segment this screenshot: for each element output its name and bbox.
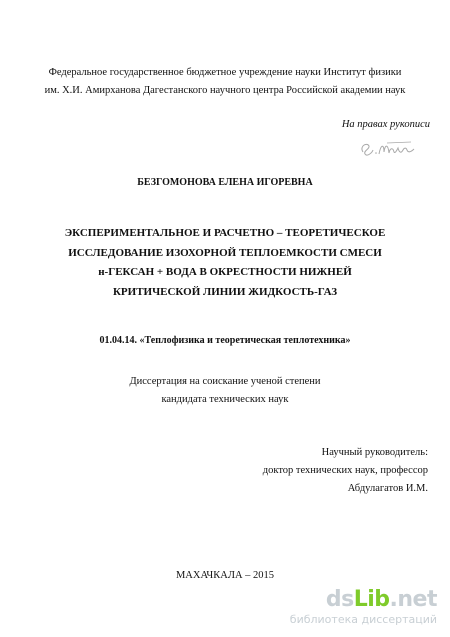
signature-icon [357,138,417,160]
supervisor-label: Научный руководитель: [321,447,428,458]
degree-line-2: кандидата технических наук [161,394,289,405]
supervisor-rank: доктор технических наук, профессор [262,465,428,476]
degree-block [0,373,450,409]
supervisor-block [263,444,428,498]
dslib-watermark [275,587,445,631]
title-line-4: КРИТИЧЕСКОЙ ЛИНИИ ЖИДКОСТЬ-ГАЗ [112,285,338,298]
title-line-1: ЭКСПЕРИМЕНТАЛЬНОЕ И РАСЧЕТНО – ТЕОРЕТИЧЕСКОЕ [64,227,386,239]
supervisor-name: Абдулагатов И.М. [347,483,428,494]
dslib-logo: dsLib.net [325,587,437,612]
dissertation-title [0,224,450,302]
institution-line-2: им. Х.И. Амирханова Дагестанского научного центра Российской академии наук [44,85,406,96]
author-name: БЕЗГОМОНОВА ЕЛЕНА ИГОРЕВНА [137,177,313,188]
title-line-2: ИССЛЕДОВАНИЕ ИЗОХОРНОЙ ТЕПЛОЕМКОСТИ СМЕСИ [68,246,382,259]
dslib-subtitle: библиотека диссертаций [289,613,437,626]
city-year: МАХАЧКАЛА – 2015 [175,570,275,581]
specialty-code: 01.04.14. «Теплофизика и теоретическая теплотехника» [99,335,351,346]
title-line-3: н-ГЕКСАН + ВОДА В ОКРЕСТНОСТИ НИЖНЕЙ [98,266,352,278]
institution-line-1: Федеральное государственное бюджетное учреждение науки Институт физики [48,67,402,78]
institution-block [0,64,450,100]
rights-note: На правах рукописи [341,119,430,130]
degree-line-1: Диссертация на соискание ученой степени [129,376,321,387]
